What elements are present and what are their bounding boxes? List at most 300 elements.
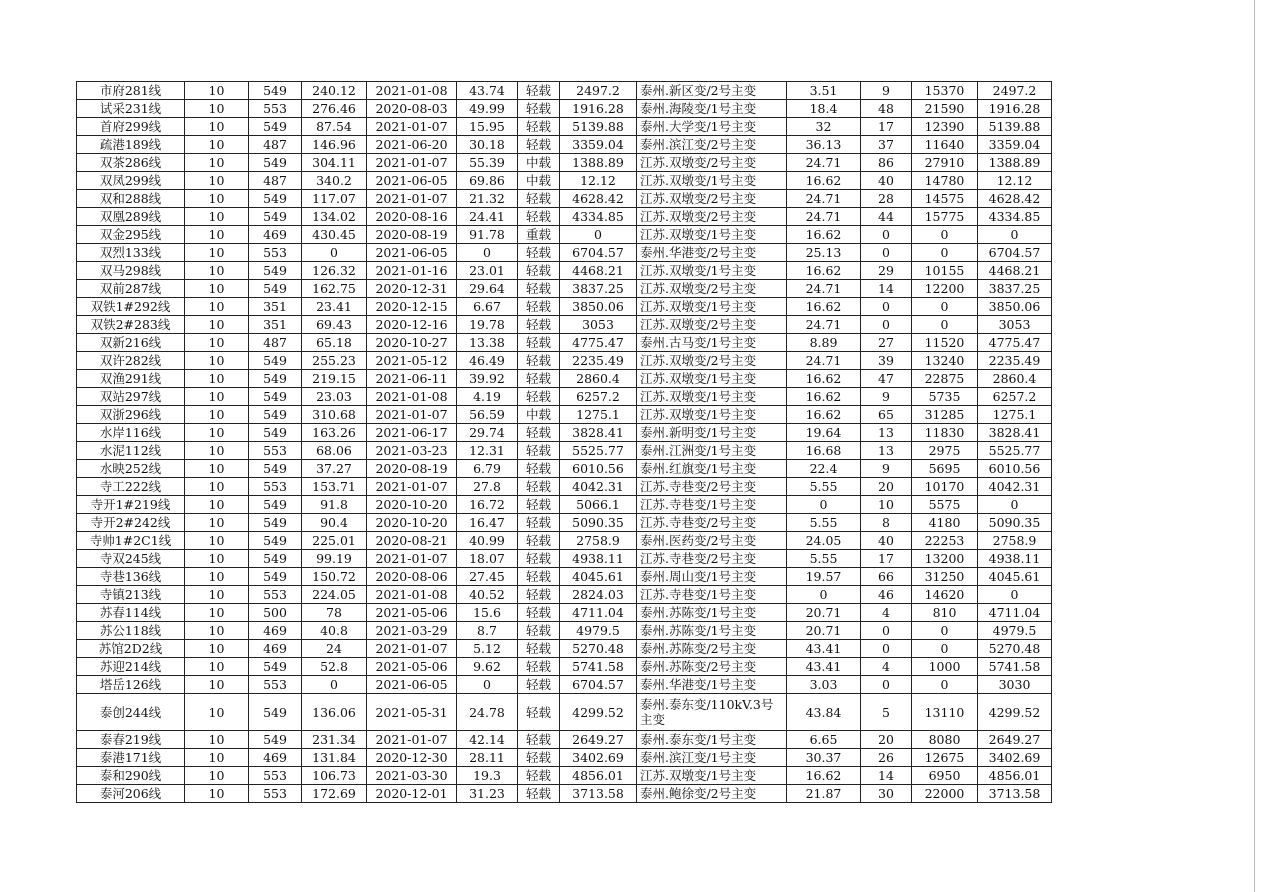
table-row — [77, 280, 1052, 298]
cell-load-rate: 19.78 — [457, 316, 518, 334]
cell-substation-transformer: 江苏.双墩变/1号主变 — [637, 388, 787, 406]
cell-load-status: 中载 — [518, 154, 560, 172]
cell-user-count: 0 — [861, 226, 912, 244]
cell-open-capacity: 4334.85 — [978, 208, 1052, 226]
table-row — [77, 190, 1052, 208]
cell-user-count: 9 — [861, 82, 912, 100]
cell-line-name: 寺开1#219线 — [77, 496, 185, 514]
cell-line-name: 苏公118线 — [77, 622, 185, 640]
cell-transformer-load-rate: 24.71 — [787, 280, 861, 298]
table-row — [77, 424, 1052, 442]
cell-load-current: 117.07 — [302, 190, 367, 208]
table-row — [77, 298, 1052, 316]
cell-user-count: 44 — [861, 208, 912, 226]
cell-transformer-load-rate: 8.89 — [787, 334, 861, 352]
cell-load-current: 231.34 — [302, 731, 367, 749]
cell-open-capacity: 6704.57 — [978, 244, 1052, 262]
table-row — [77, 388, 1052, 406]
cell-line-name: 双凰289线 — [77, 208, 185, 226]
cell-load-status: 轻载 — [518, 568, 560, 586]
cell-voltage: 10 — [185, 388, 249, 406]
cell-available-capacity: 4334.85 — [560, 208, 637, 226]
table-row — [77, 334, 1052, 352]
cell-rated-current: 549 — [249, 568, 302, 586]
cell-load-rate: 28.11 — [457, 749, 518, 767]
table-row — [77, 478, 1052, 496]
cell-load-rate: 24.78 — [457, 694, 518, 731]
cell-load-rate: 6.79 — [457, 460, 518, 478]
cell-rated-current: 549 — [249, 532, 302, 550]
cell-installed-capacity: 15775 — [912, 208, 978, 226]
cell-available-capacity: 6257.2 — [560, 388, 637, 406]
cell-rated-current: 549 — [249, 514, 302, 532]
table-row — [77, 226, 1052, 244]
cell-voltage: 10 — [185, 550, 249, 568]
cell-open-capacity: 4775.47 — [978, 334, 1052, 352]
cell-load-rate: 13.38 — [457, 334, 518, 352]
cell-load-rate: 18.07 — [457, 550, 518, 568]
cell-open-capacity: 6010.56 — [978, 460, 1052, 478]
table-row — [77, 118, 1052, 136]
table-row — [77, 514, 1052, 532]
cell-load-status: 轻载 — [518, 694, 560, 731]
cell-date: 2021-05-06 — [367, 604, 457, 622]
cell-rated-current: 553 — [249, 442, 302, 460]
cell-available-capacity: 2758.9 — [560, 532, 637, 550]
table-row — [77, 352, 1052, 370]
cell-line-name: 泰港171线 — [77, 749, 185, 767]
table-row — [77, 172, 1052, 190]
cell-installed-capacity: 1000 — [912, 658, 978, 676]
cell-load-status: 中载 — [518, 406, 560, 424]
cell-load-rate: 21.32 — [457, 190, 518, 208]
cell-user-count: 86 — [861, 154, 912, 172]
cell-transformer-load-rate: 43.84 — [787, 694, 861, 731]
cell-installed-capacity: 31250 — [912, 568, 978, 586]
cell-user-count: 47 — [861, 370, 912, 388]
cell-voltage: 10 — [185, 532, 249, 550]
cell-load-current: 146.96 — [302, 136, 367, 154]
cell-load-current: 40.8 — [302, 622, 367, 640]
cell-load-status: 轻载 — [518, 442, 560, 460]
cell-user-count: 9 — [861, 460, 912, 478]
cell-line-name: 苏春114线 — [77, 604, 185, 622]
cell-load-rate: 12.31 — [457, 442, 518, 460]
cell-installed-capacity: 4180 — [912, 514, 978, 532]
cell-load-current: 99.19 — [302, 550, 367, 568]
cell-available-capacity: 4299.52 — [560, 694, 637, 731]
cell-voltage: 10 — [185, 82, 249, 100]
cell-available-capacity: 4042.31 — [560, 478, 637, 496]
cell-available-capacity: 12.12 — [560, 172, 637, 190]
cell-date: 2020-08-21 — [367, 532, 457, 550]
cell-date: 2020-12-31 — [367, 280, 457, 298]
cell-load-status: 轻载 — [518, 118, 560, 136]
cell-open-capacity: 6257.2 — [978, 388, 1052, 406]
cell-open-capacity: 1388.89 — [978, 154, 1052, 172]
cell-load-current: 153.71 — [302, 478, 367, 496]
cell-available-capacity: 2860.4 — [560, 370, 637, 388]
cell-load-status: 轻载 — [518, 190, 560, 208]
cell-load-status: 重载 — [518, 226, 560, 244]
cell-load-current: 91.8 — [302, 496, 367, 514]
cell-rated-current: 549 — [249, 82, 302, 100]
cell-installed-capacity: 0 — [912, 244, 978, 262]
cell-voltage: 10 — [185, 352, 249, 370]
cell-line-name: 双铁1#292线 — [77, 298, 185, 316]
cell-installed-capacity: 12675 — [912, 749, 978, 767]
cell-line-name: 双和288线 — [77, 190, 185, 208]
cell-installed-capacity: 13200 — [912, 550, 978, 568]
cell-installed-capacity: 15370 — [912, 82, 978, 100]
table-row — [77, 568, 1052, 586]
cell-transformer-load-rate: 24.71 — [787, 154, 861, 172]
cell-transformer-load-rate: 22.4 — [787, 460, 861, 478]
cell-load-rate: 16.47 — [457, 514, 518, 532]
cell-installed-capacity: 21590 — [912, 100, 978, 118]
cell-transformer-load-rate: 16.62 — [787, 370, 861, 388]
cell-rated-current: 549 — [249, 262, 302, 280]
cell-line-name: 双凤299线 — [77, 172, 185, 190]
cell-line-name: 泰创244线 — [77, 694, 185, 731]
cell-transformer-load-rate: 43.41 — [787, 640, 861, 658]
cell-load-status: 轻载 — [518, 514, 560, 532]
cell-open-capacity: 5090.35 — [978, 514, 1052, 532]
cell-line-name: 水岸116线 — [77, 424, 185, 442]
cell-line-name: 双站297线 — [77, 388, 185, 406]
cell-load-rate: 4.19 — [457, 388, 518, 406]
data-table — [76, 81, 1052, 803]
cell-load-current: 276.46 — [302, 100, 367, 118]
cell-transformer-load-rate: 6.65 — [787, 731, 861, 749]
cell-date: 2020-10-20 — [367, 496, 457, 514]
cell-available-capacity: 4938.11 — [560, 550, 637, 568]
cell-load-current: 65.18 — [302, 334, 367, 352]
cell-available-capacity: 3850.06 — [560, 298, 637, 316]
cell-load-rate: 46.49 — [457, 352, 518, 370]
cell-voltage: 10 — [185, 514, 249, 532]
cell-open-capacity: 12.12 — [978, 172, 1052, 190]
cell-date: 2021-01-07 — [367, 154, 457, 172]
cell-load-status: 轻载 — [518, 640, 560, 658]
cell-rated-current: 553 — [249, 676, 302, 694]
cell-date: 2021-01-07 — [367, 731, 457, 749]
cell-substation-transformer: 江苏.双墩变/1号主变 — [637, 262, 787, 280]
cell-date: 2021-03-29 — [367, 622, 457, 640]
cell-user-count: 0 — [861, 622, 912, 640]
cell-rated-current: 549 — [249, 550, 302, 568]
cell-load-current: 163.26 — [302, 424, 367, 442]
cell-user-count: 4 — [861, 658, 912, 676]
table-row — [77, 731, 1052, 749]
table-row — [77, 676, 1052, 694]
cell-installed-capacity: 12200 — [912, 280, 978, 298]
cell-substation-transformer: 泰州.红旗变/1号主变 — [637, 460, 787, 478]
cell-open-capacity: 3402.69 — [978, 749, 1052, 767]
cell-load-current: 172.69 — [302, 785, 367, 803]
cell-substation-transformer: 江苏.双墩变/2号主变 — [637, 154, 787, 172]
cell-open-capacity: 4045.61 — [978, 568, 1052, 586]
cell-available-capacity: 4628.42 — [560, 190, 637, 208]
cell-user-count: 0 — [861, 244, 912, 262]
cell-installed-capacity: 5695 — [912, 460, 978, 478]
cell-line-name: 寺镇213线 — [77, 586, 185, 604]
cell-load-current: 106.73 — [302, 767, 367, 785]
cell-user-count: 20 — [861, 731, 912, 749]
cell-user-count: 17 — [861, 550, 912, 568]
cell-date: 2021-01-16 — [367, 262, 457, 280]
cell-load-rate: 27.45 — [457, 568, 518, 586]
cell-substation-transformer: 泰州.泰东变/110kV.3号主变 — [637, 694, 787, 731]
cell-installed-capacity: 27910 — [912, 154, 978, 172]
cell-line-name: 双前287线 — [77, 280, 185, 298]
cell-transformer-load-rate: 16.62 — [787, 388, 861, 406]
cell-transformer-load-rate: 0 — [787, 586, 861, 604]
cell-load-rate: 15.6 — [457, 604, 518, 622]
cell-available-capacity: 1388.89 — [560, 154, 637, 172]
cell-load-current: 87.54 — [302, 118, 367, 136]
cell-line-name: 双金295线 — [77, 226, 185, 244]
cell-substation-transformer: 泰州.大学变/1号主变 — [637, 118, 787, 136]
cell-user-count: 37 — [861, 136, 912, 154]
cell-date: 2021-05-12 — [367, 352, 457, 370]
cell-substation-transformer: 泰州.苏陈变/2号主变 — [637, 640, 787, 658]
cell-load-status: 轻载 — [518, 478, 560, 496]
cell-load-status: 轻载 — [518, 298, 560, 316]
cell-installed-capacity: 11830 — [912, 424, 978, 442]
cell-load-status: 轻载 — [518, 622, 560, 640]
cell-available-capacity: 3837.25 — [560, 280, 637, 298]
cell-rated-current: 549 — [249, 352, 302, 370]
cell-transformer-load-rate: 24.71 — [787, 316, 861, 334]
cell-transformer-load-rate: 19.57 — [787, 568, 861, 586]
cell-user-count: 9 — [861, 388, 912, 406]
cell-transformer-load-rate: 3.51 — [787, 82, 861, 100]
cell-load-rate: 30.18 — [457, 136, 518, 154]
cell-installed-capacity: 11640 — [912, 136, 978, 154]
table-row — [77, 604, 1052, 622]
cell-substation-transformer: 泰州.新区变/2号主变 — [637, 82, 787, 100]
cell-transformer-load-rate: 16.62 — [787, 172, 861, 190]
cell-substation-transformer: 泰州.滨江变/1号主变 — [637, 749, 787, 767]
table-row — [77, 100, 1052, 118]
cell-user-count: 48 — [861, 100, 912, 118]
cell-transformer-load-rate: 24.71 — [787, 208, 861, 226]
cell-voltage: 10 — [185, 604, 249, 622]
cell-substation-transformer: 江苏.双墩变/1号主变 — [637, 767, 787, 785]
cell-voltage: 10 — [185, 442, 249, 460]
cell-voltage: 10 — [185, 586, 249, 604]
cell-load-status: 轻载 — [518, 424, 560, 442]
cell-date: 2020-12-15 — [367, 298, 457, 316]
cell-rated-current: 487 — [249, 172, 302, 190]
cell-voltage: 10 — [185, 731, 249, 749]
cell-available-capacity: 5066.1 — [560, 496, 637, 514]
cell-substation-transformer: 泰州.泰东变/1号主变 — [637, 731, 787, 749]
cell-substation-transformer: 江苏.双墩变/2号主变 — [637, 208, 787, 226]
cell-open-capacity: 1275.1 — [978, 406, 1052, 424]
cell-available-capacity: 4045.61 — [560, 568, 637, 586]
cell-rated-current: 549 — [249, 694, 302, 731]
cell-voltage: 10 — [185, 172, 249, 190]
cell-installed-capacity: 6950 — [912, 767, 978, 785]
cell-line-name: 市府281线 — [77, 82, 185, 100]
cell-substation-transformer: 泰州.周山变/1号主变 — [637, 568, 787, 586]
cell-transformer-load-rate: 5.55 — [787, 478, 861, 496]
table-row — [77, 316, 1052, 334]
table-row — [77, 496, 1052, 514]
cell-date: 2021-03-30 — [367, 767, 457, 785]
cell-available-capacity: 5525.77 — [560, 442, 637, 460]
cell-load-rate: 55.39 — [457, 154, 518, 172]
cell-user-count: 17 — [861, 118, 912, 136]
cell-load-current: 150.72 — [302, 568, 367, 586]
cell-rated-current: 469 — [249, 226, 302, 244]
cell-load-current: 225.01 — [302, 532, 367, 550]
cell-open-capacity: 4856.01 — [978, 767, 1052, 785]
cell-date: 2021-01-08 — [367, 586, 457, 604]
cell-open-capacity: 0 — [978, 496, 1052, 514]
cell-load-current: 162.75 — [302, 280, 367, 298]
cell-load-rate: 69.86 — [457, 172, 518, 190]
cell-transformer-load-rate: 20.71 — [787, 622, 861, 640]
table-row — [77, 658, 1052, 676]
cell-load-current: 255.23 — [302, 352, 367, 370]
cell-date: 2020-08-03 — [367, 100, 457, 118]
cell-open-capacity: 3828.41 — [978, 424, 1052, 442]
cell-date: 2020-08-19 — [367, 460, 457, 478]
cell-installed-capacity: 22875 — [912, 370, 978, 388]
cell-line-name: 水泥112线 — [77, 442, 185, 460]
cell-rated-current: 553 — [249, 100, 302, 118]
cell-rated-current: 549 — [249, 280, 302, 298]
cell-date: 2021-01-08 — [367, 82, 457, 100]
cell-voltage: 10 — [185, 370, 249, 388]
cell-user-count: 29 — [861, 262, 912, 280]
cell-date: 2021-06-05 — [367, 676, 457, 694]
table-body — [77, 82, 1052, 803]
cell-voltage: 10 — [185, 478, 249, 496]
cell-load-current: 23.41 — [302, 298, 367, 316]
cell-transformer-load-rate: 21.87 — [787, 785, 861, 803]
cell-installed-capacity: 12390 — [912, 118, 978, 136]
cell-load-status: 轻载 — [518, 82, 560, 100]
cell-load-rate: 29.74 — [457, 424, 518, 442]
cell-rated-current: 549 — [249, 406, 302, 424]
cell-rated-current: 549 — [249, 190, 302, 208]
cell-voltage: 10 — [185, 460, 249, 478]
cell-load-rate: 19.3 — [457, 767, 518, 785]
cell-load-status: 轻载 — [518, 731, 560, 749]
cell-transformer-load-rate: 0 — [787, 496, 861, 514]
cell-substation-transformer: 江苏.双墩变/1号主变 — [637, 298, 787, 316]
cell-load-status: 轻载 — [518, 785, 560, 803]
cell-open-capacity: 5741.58 — [978, 658, 1052, 676]
cell-installed-capacity: 22000 — [912, 785, 978, 803]
cell-load-status: 轻载 — [518, 262, 560, 280]
cell-load-rate: 40.52 — [457, 586, 518, 604]
cell-voltage: 10 — [185, 244, 249, 262]
cell-date: 2021-01-07 — [367, 550, 457, 568]
cell-transformer-load-rate: 20.71 — [787, 604, 861, 622]
cell-installed-capacity: 22253 — [912, 532, 978, 550]
cell-load-rate: 23.01 — [457, 262, 518, 280]
table-row — [77, 154, 1052, 172]
cell-rated-current: 553 — [249, 586, 302, 604]
cell-transformer-load-rate: 24.71 — [787, 352, 861, 370]
cell-load-rate: 42.14 — [457, 731, 518, 749]
cell-transformer-load-rate: 5.55 — [787, 514, 861, 532]
cell-load-status: 轻载 — [518, 586, 560, 604]
cell-substation-transformer: 泰州.苏陈变/1号主变 — [637, 622, 787, 640]
cell-rated-current: 469 — [249, 622, 302, 640]
cell-date: 2020-10-27 — [367, 334, 457, 352]
cell-installed-capacity: 0 — [912, 622, 978, 640]
cell-available-capacity: 1275.1 — [560, 406, 637, 424]
cell-load-status: 轻载 — [518, 496, 560, 514]
cell-load-current: 304.11 — [302, 154, 367, 172]
cell-open-capacity: 4938.11 — [978, 550, 1052, 568]
cell-transformer-load-rate: 16.62 — [787, 298, 861, 316]
cell-voltage: 10 — [185, 208, 249, 226]
cell-installed-capacity: 14780 — [912, 172, 978, 190]
cell-substation-transformer: 江苏.双墩变/1号主变 — [637, 406, 787, 424]
cell-installed-capacity: 8080 — [912, 731, 978, 749]
cell-substation-transformer: 泰州.苏陈变/1号主变 — [637, 604, 787, 622]
cell-user-count: 40 — [861, 532, 912, 550]
cell-load-status: 轻载 — [518, 767, 560, 785]
cell-user-count: 39 — [861, 352, 912, 370]
cell-installed-capacity: 0 — [912, 298, 978, 316]
table-row — [77, 262, 1052, 280]
cell-voltage: 10 — [185, 262, 249, 280]
cell-available-capacity: 3713.58 — [560, 785, 637, 803]
table-row — [77, 749, 1052, 767]
cell-installed-capacity: 13110 — [912, 694, 978, 731]
cell-substation-transformer: 泰州.华港变/1号主变 — [637, 676, 787, 694]
cell-available-capacity: 4468.21 — [560, 262, 637, 280]
cell-open-capacity: 2758.9 — [978, 532, 1052, 550]
cell-date: 2021-01-07 — [367, 640, 457, 658]
cell-load-rate: 40.99 — [457, 532, 518, 550]
cell-rated-current: 553 — [249, 478, 302, 496]
cell-installed-capacity: 10155 — [912, 262, 978, 280]
cell-load-rate: 29.64 — [457, 280, 518, 298]
table-row — [77, 785, 1052, 803]
cell-load-status: 轻载 — [518, 136, 560, 154]
cell-available-capacity: 6010.56 — [560, 460, 637, 478]
cell-load-rate: 91.78 — [457, 226, 518, 244]
cell-line-name: 双新216线 — [77, 334, 185, 352]
cell-load-current: 0 — [302, 676, 367, 694]
cell-line-name: 试采231线 — [77, 100, 185, 118]
cell-available-capacity: 6704.57 — [560, 244, 637, 262]
table-row — [77, 370, 1052, 388]
cell-load-rate: 39.92 — [457, 370, 518, 388]
cell-load-current: 0 — [302, 244, 367, 262]
cell-substation-transformer: 江苏.寺巷变/1号主变 — [637, 586, 787, 604]
cell-load-status: 轻载 — [518, 244, 560, 262]
cell-date: 2021-01-07 — [367, 118, 457, 136]
cell-line-name: 泰河206线 — [77, 785, 185, 803]
cell-installed-capacity: 0 — [912, 676, 978, 694]
cell-line-name: 寺开2#242线 — [77, 514, 185, 532]
cell-user-count: 66 — [861, 568, 912, 586]
cell-substation-transformer: 泰州.苏陈变/2号主变 — [637, 658, 787, 676]
cell-line-name: 双茶286线 — [77, 154, 185, 172]
cell-load-current: 224.05 — [302, 586, 367, 604]
cell-load-status: 中载 — [518, 172, 560, 190]
